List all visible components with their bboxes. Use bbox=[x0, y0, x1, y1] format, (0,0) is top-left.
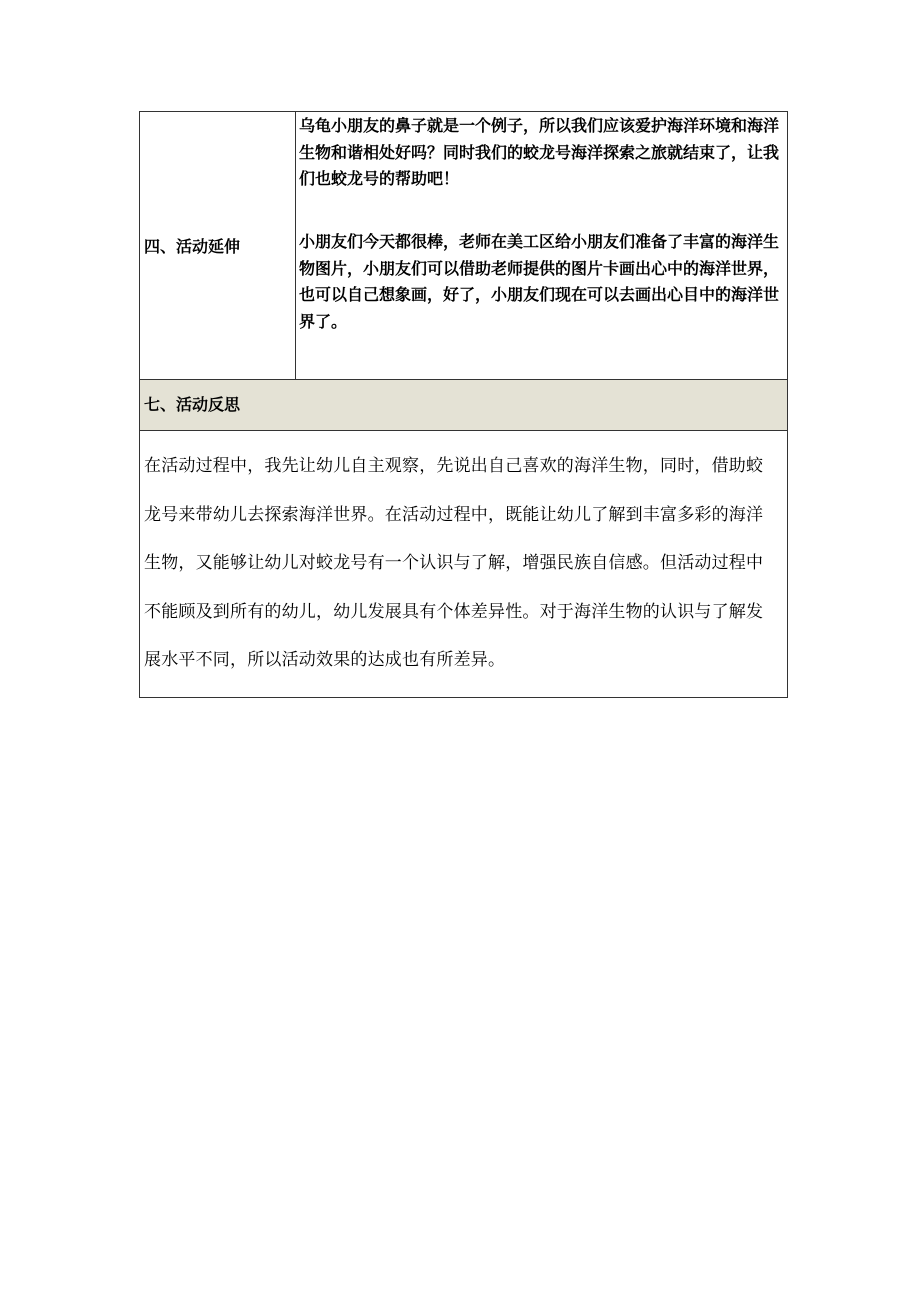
activity-reflection-body-row bbox=[140, 431, 787, 697]
activity-extension-label: 四、活动延伸 bbox=[144, 237, 241, 256]
activity-reflection-text: 在活动过程中，我先让幼儿自主观察，先说出自己喜欢的海洋生物，同时，借助蛟龙号来带幼儿去探索海洋世界。在活动过程中，既能让幼儿了解到丰富多彩的海洋生物，又能够让幼儿对蛟龙号有一个认识与了解，增强民族自信感。但活动过程中不能顾及到所有的幼儿，幼儿发展具有个体差异性。对于海洋生物的认识与了解发展水平不同，所以活动效果的达成也有所差异。 bbox=[144, 456, 764, 670]
activity-extension-label-cell bbox=[140, 112, 296, 379]
activity-reflection-header-row bbox=[140, 380, 787, 431]
activity-extension-paragraph-2: 小朋友们今天都很棒，老师在美工区给小朋友们准备了丰富的海洋生物图片，小朋友们可以借助老师提供的图片卡画出心中的海洋世界，也可以自己想象画，好了，小朋友们现在可以去画出心目中的海洋世界了。 bbox=[299, 232, 780, 331]
activity-extension-row bbox=[140, 112, 787, 380]
activity-reflection-heading: 七、活动反思 bbox=[144, 395, 241, 414]
lesson-plan-table bbox=[139, 111, 788, 698]
activity-extension-paragraph-1: 乌龟小朋友的鼻子就是一个例子，所以我们应该爱护海洋环境和海洋生物和谐相处好吗？同时我们的蛟龙号海洋探索之旅就结束了，让我们也蛟龙号的帮助吧！ bbox=[299, 116, 780, 188]
activity-extension-content-cell bbox=[296, 112, 787, 379]
